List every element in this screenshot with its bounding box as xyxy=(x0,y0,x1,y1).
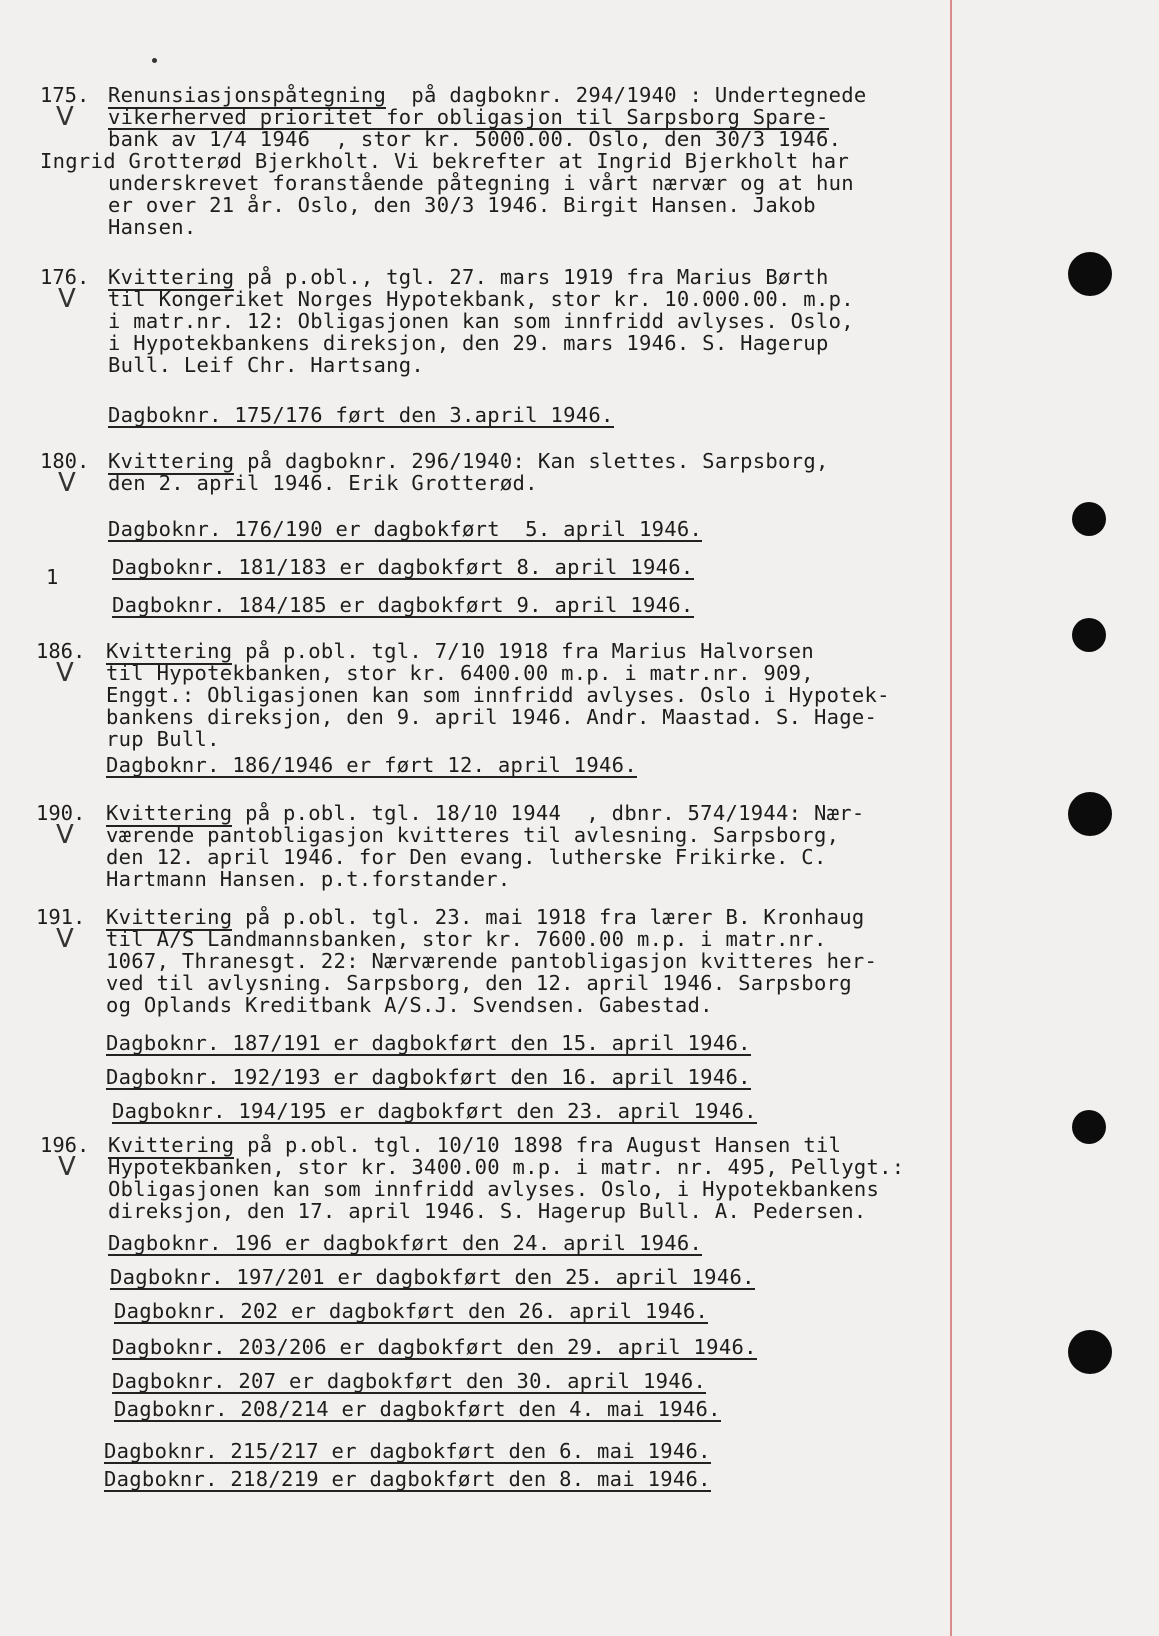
registration-line: Dagboknr. 184/185 er dagbokført 9. april 1946. xyxy=(112,593,694,617)
entry-line: og Oplands Kreditbank A/S.J. Svendsen. Gabestad. xyxy=(106,993,713,1017)
punch-hole xyxy=(1072,502,1106,536)
entry-line: til Hypotekbanken, stor kr. 6400.00 m.p. i matr.nr. 909, xyxy=(106,661,814,685)
entry-first-rest: på p.obl. tgl. 7/10 1918 fra Marius Halvorsen xyxy=(232,639,814,663)
entry-keyword: Kvittering xyxy=(108,265,235,289)
check-mark-icon: V xyxy=(56,924,74,954)
check-mark-icon: V xyxy=(56,820,74,850)
entry-first-line xyxy=(106,906,865,928)
entry-keyword: Renunsiasjonspåtegning xyxy=(108,83,387,107)
check-mark-icon: V xyxy=(58,284,76,314)
registration-line: Dagboknr. 181/183 er dagbokført 8. april 1946. xyxy=(112,555,694,579)
ink-dot xyxy=(152,58,157,63)
registration-line: Dagboknr. 197/201 er dagbokført den 25. april 1946. xyxy=(110,1265,755,1289)
entry-line: 1067, Thranesgt. 22: Nærværende pantobligasjon kvitteres her- xyxy=(106,949,878,973)
entry-keyword: Kvittering xyxy=(106,639,233,663)
registration-line: Dagboknr. 202 er dagbokført den 26. april 1946. xyxy=(114,1299,709,1323)
entry-line: Obligasjonen kan som innfridd avlyses. Oslo, i Hypotekbankens xyxy=(108,1177,880,1201)
entry-line: vikerherved prioritet for obligasjon til Sarpsborg Spare- xyxy=(108,105,829,129)
registration-line: Dagboknr. 208/214 er dagbokført den 4. mai 1946. xyxy=(114,1397,721,1421)
entry-first-line xyxy=(108,450,829,472)
entry-keyword: Kvittering xyxy=(106,801,233,825)
entry-first-rest: på p.obl. tgl. 10/10 1898 fra August Hansen til xyxy=(234,1133,842,1157)
entry-first-line xyxy=(108,1134,841,1156)
registration-line: Dagboknr. 215/217 er dagbokført den 6. mai 1946. xyxy=(104,1439,711,1463)
punch-hole xyxy=(1068,1330,1112,1374)
registration-line: Dagboknr. 203/206 er dagbokført den 29. april 1946. xyxy=(112,1335,757,1359)
registration-line: Dagboknr. 187/191 er dagbokført den 15. april 1946. xyxy=(106,1031,751,1055)
entry-first-line xyxy=(106,640,814,662)
entry-line: den 2. april 1946. Erik Grotterød. xyxy=(108,471,538,495)
margin-digit: 1 xyxy=(46,565,59,589)
entry-line: er over 21 år. Oslo, den 30/3 1946. Birgit Hansen. Jakob xyxy=(108,193,816,217)
entry-first-rest: på p.obl. tgl. 18/10 1944 , dbnr. 574/1944: Nær- xyxy=(232,801,865,825)
entry-keyword: Kvittering xyxy=(108,1133,235,1157)
entry-first-rest: på p.obl., tgl. 27. mars 1919 fra Marius Børth xyxy=(234,265,829,289)
entry-line: direksjon, den 17. april 1946. S. Hagerup Bull. A. Pedersen. xyxy=(108,1199,867,1223)
margin-rule xyxy=(950,0,952,1636)
entry-first-line xyxy=(108,266,829,288)
check-mark-icon: V xyxy=(58,468,76,498)
entry-line: værende pantobligasjon kvitteres til avlesning. Sarpsborg, xyxy=(106,823,840,847)
entry-number: 190. xyxy=(36,801,86,825)
entry-line: ved til avlysning. Sarpsborg, den 12. april 1946. Sarpsborg xyxy=(106,971,852,995)
entry-line: Bull. Leif Chr. Hartsang. xyxy=(108,353,425,377)
entry-keyword: Kvittering xyxy=(108,449,235,473)
registration-line: Dagboknr. 196 er dagbokført den 24. april 1946. xyxy=(108,1231,703,1255)
entry-number: 176. xyxy=(40,265,90,289)
entry-line: Enggt.: Obligasjonen kan som innfridd avlyses. Oslo i Hypotek- xyxy=(106,683,890,707)
entry-line: underskrevet foranstående påtegning i vårt nærvær og at hun xyxy=(108,171,854,195)
check-mark-icon: V xyxy=(56,102,74,132)
registration-line: Dagboknr. 175/176 ført den 3.april 1946. xyxy=(108,403,614,427)
entry-first-line xyxy=(108,84,867,106)
registration-line: Dagboknr. 218/219 er dagbokført den 8. mai 1946. xyxy=(104,1467,711,1491)
check-mark-icon: V xyxy=(56,658,74,688)
entry-first-rest: på dagboknr. 294/1940 : Undertegnede xyxy=(386,83,867,107)
registration-line: Dagboknr. 194/195 er dagbokført den 23. april 1946. xyxy=(112,1099,757,1123)
entry-line: Ingrid Grotterød Bjerkholt. Vi bekrefter at Ingrid Bjerkholt har xyxy=(40,149,850,173)
entry-first-rest: på p.obl. tgl. 23. mai 1918 fra lærer B. Kronhaug xyxy=(232,905,865,929)
entry-first-line xyxy=(106,802,865,824)
entry-line: den 12. april 1946. for Den evang. lutherske Frikirke. C. xyxy=(106,845,827,869)
entry-keyword: Kvittering xyxy=(106,905,233,929)
entry-first-rest: på dagboknr. 296/1940: Kan slettes. Sarpsborg, xyxy=(234,449,829,473)
check-mark-icon: V xyxy=(58,1152,76,1182)
registration-line: Dagboknr. 207 er dagbokført den 30. april 1946. xyxy=(112,1369,707,1393)
entry-line: Hartmann Hansen. p.t.forstander. xyxy=(106,867,511,891)
entry-line: i Hypotekbankens direksjon, den 29. mars 1946. S. Hagerup xyxy=(108,331,829,355)
entry-line: bank av 1/4 1946 , stor kr. 5000.00. Oslo, den 30/3 1946. xyxy=(108,127,842,151)
entry-line: til Kongeriket Norges Hypotekbank, stor kr. 10.000.00. m.p. xyxy=(108,287,854,311)
entry-number: 180. xyxy=(40,449,90,473)
entry-line: rup Bull. xyxy=(106,727,220,751)
punch-hole xyxy=(1072,1110,1106,1144)
entry-line: til A/S Landmannsbanken, stor kr. 7600.00 m.p. i matr.nr. xyxy=(106,927,827,951)
entry-number: 186. xyxy=(36,639,86,663)
entry-line: Hansen. xyxy=(108,215,197,239)
entry-line: i matr.nr. 12: Obligasjonen kan som innfridd avlyses. Oslo, xyxy=(108,309,854,333)
entry-number: 175. xyxy=(40,83,90,107)
registration-line: Dagboknr. 186/1946 er ført 12. april 1946. xyxy=(106,753,637,777)
entry-line: Hypotekbanken, stor kr. 3400.00 m.p. i matr. nr. 495, Pellygt.: xyxy=(108,1155,905,1179)
punch-hole xyxy=(1068,252,1112,296)
entry-number: 191. xyxy=(36,905,86,929)
punch-hole xyxy=(1068,792,1112,836)
registration-line: Dagboknr. 176/190 er dagbokført 5. april 1946. xyxy=(108,517,703,541)
entry-number: 196. xyxy=(40,1133,90,1157)
punch-hole xyxy=(1072,618,1106,652)
entry-line: bankens direksjon, den 9. april 1946. Andr. Maastad. S. Hage- xyxy=(106,705,878,729)
registration-line: Dagboknr. 192/193 er dagbokført den 16. april 1946. xyxy=(106,1065,751,1089)
